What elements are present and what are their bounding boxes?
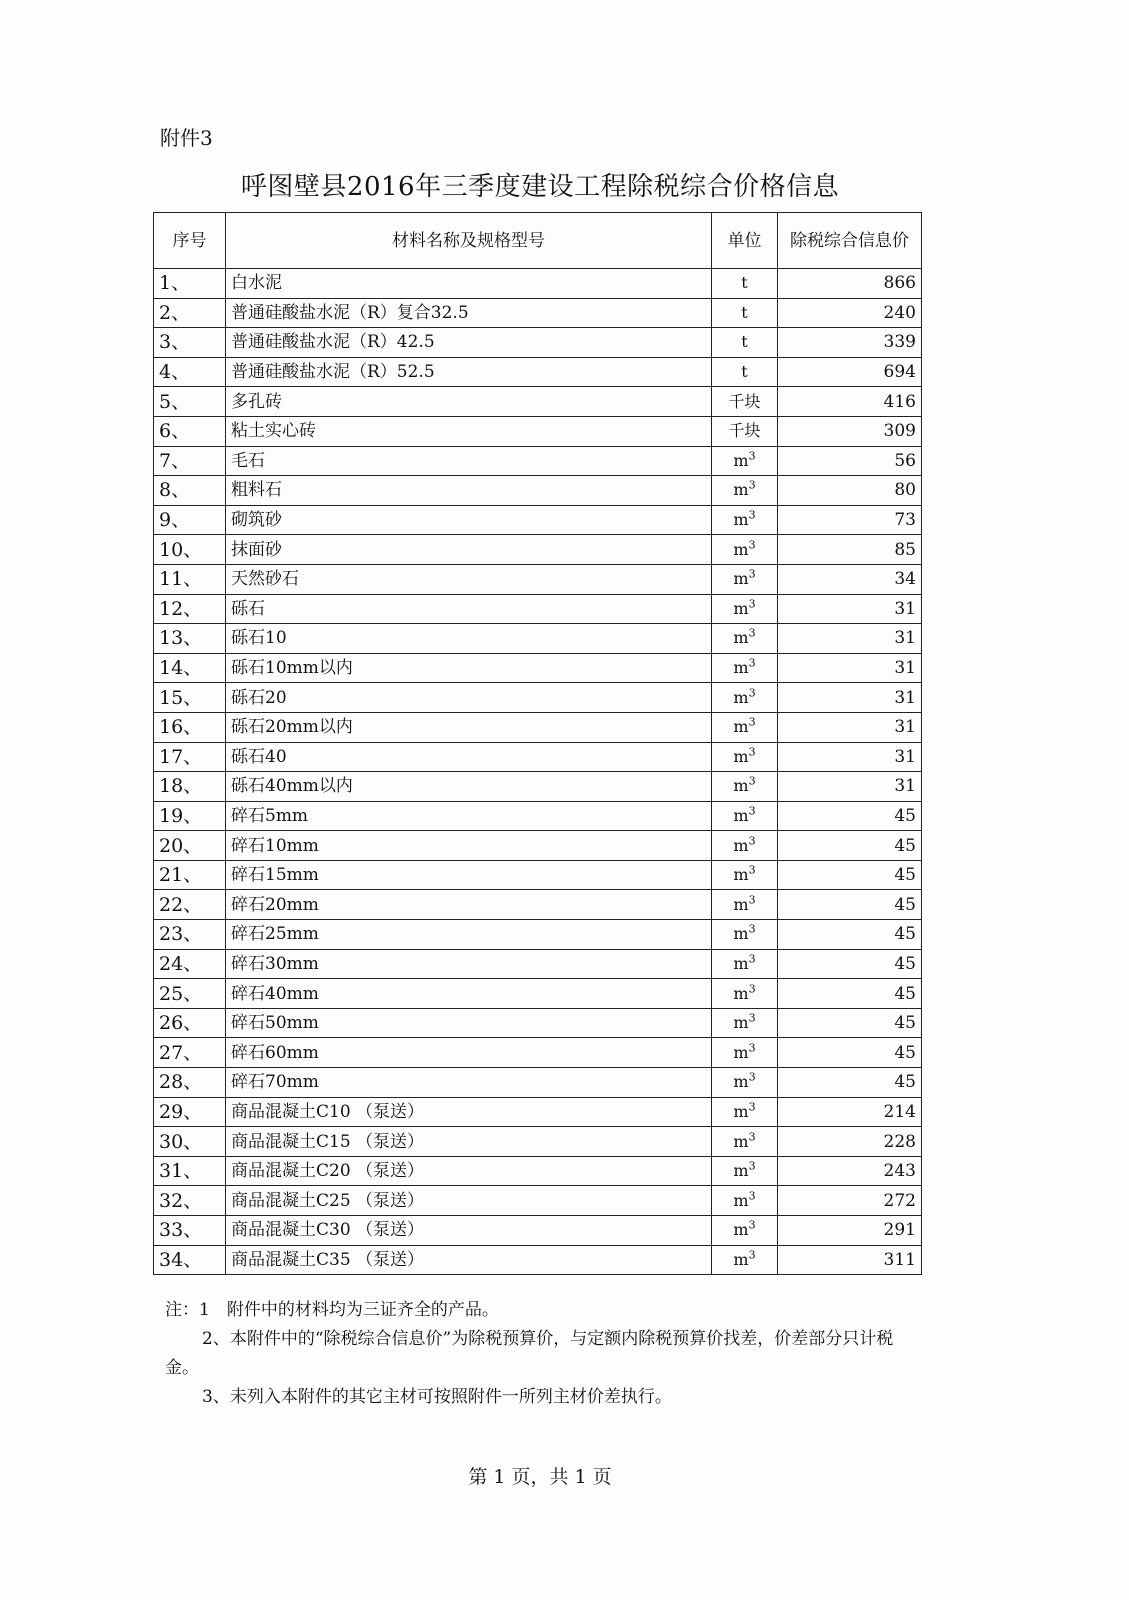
price-value: 45 [778, 1068, 922, 1098]
row-number: 11、 [154, 564, 226, 594]
row-number: 23、 [154, 920, 226, 950]
unit-superscript: 3 [748, 479, 756, 493]
price-value: 339 [778, 328, 922, 358]
material-name: 商品混凝土C20 （泵送） [226, 1156, 712, 1186]
unit-text: m [733, 539, 749, 559]
unit-text: m [733, 1161, 749, 1181]
price-value: 45 [778, 949, 922, 979]
table-row [154, 1127, 922, 1157]
row-number: 6、 [154, 416, 226, 446]
table-header [154, 213, 922, 269]
table-row [154, 1008, 922, 1038]
unit-superscript: 3 [748, 775, 756, 789]
row-number: 1、 [154, 269, 226, 299]
material-name: 粘土实心砖 [226, 416, 712, 446]
unit-text: m [733, 598, 749, 618]
material-name: 商品混凝土C30 （泵送） [226, 1216, 712, 1246]
material-name: 商品混凝土C10 （泵送） [226, 1097, 712, 1127]
table-body [154, 269, 922, 1275]
unit-superscript: 3 [748, 715, 756, 729]
row-number: 22、 [154, 890, 226, 920]
unit-superscript: 3 [748, 745, 756, 759]
table-row [154, 653, 922, 683]
unit-superscript: 3 [748, 686, 756, 700]
row-number: 27、 [154, 1038, 226, 1068]
unit-superscript: 3 [748, 567, 756, 581]
unit-cell [712, 328, 778, 358]
unit-text: t [741, 302, 748, 322]
material-name: 砌筑砂 [226, 505, 712, 535]
table-row [154, 860, 922, 890]
price-value: 243 [778, 1156, 922, 1186]
unit-cell [712, 298, 778, 328]
page-title: 呼图壁县2016年三季度建设工程除税综合价格信息 [240, 172, 840, 202]
unit-superscript: 3 [748, 597, 756, 611]
row-number: 15、 [154, 683, 226, 713]
page-footer: 第 1 页，共 1 页 [468, 1466, 612, 1488]
material-name: 普通硅酸盐水泥（R）42.5 [226, 328, 712, 358]
material-name: 普通硅酸盐水泥（R）52.5 [226, 357, 712, 387]
unit-text: m [733, 1131, 749, 1151]
price-value: 31 [778, 653, 922, 683]
price-value: 214 [778, 1097, 922, 1127]
row-number: 4、 [154, 357, 226, 387]
material-name: 碎石5mm [226, 801, 712, 831]
price-value: 240 [778, 298, 922, 328]
unit-cell [712, 1038, 778, 1068]
unit-superscript: 3 [748, 863, 756, 877]
unit-superscript: 3 [748, 656, 756, 670]
unit-superscript: 3 [748, 1100, 756, 1114]
unit-cell [712, 1068, 778, 1098]
unit-text: m [733, 480, 749, 500]
unit-superscript: 3 [748, 1248, 756, 1262]
unit-cell [712, 831, 778, 861]
unit-cell [712, 387, 778, 417]
price-value: 291 [778, 1216, 922, 1246]
unit-superscript: 3 [748, 834, 756, 848]
unit-cell [712, 269, 778, 299]
unit-text: m [733, 510, 749, 530]
unit-text: m [733, 1013, 749, 1033]
unit-text: m [733, 924, 749, 944]
unit-cell [712, 860, 778, 890]
table-row [154, 1068, 922, 1098]
table-row [154, 979, 922, 1009]
row-number: 29、 [154, 1097, 226, 1127]
price-value: 866 [778, 269, 922, 299]
unit-cell [712, 1245, 778, 1275]
unit-text: m [733, 628, 749, 648]
price-value: 34 [778, 564, 922, 594]
note-1: 注：1 附件中的材料均为三证齐全的产品。 [165, 1300, 499, 1320]
row-number: 19、 [154, 801, 226, 831]
unit-cell [712, 1008, 778, 1038]
price-value: 311 [778, 1245, 922, 1275]
unit-superscript: 3 [748, 1218, 756, 1232]
table-row [154, 683, 922, 713]
material-name: 碎石40mm [226, 979, 712, 1009]
unit-text: m [733, 1220, 749, 1240]
unit-cell [712, 564, 778, 594]
unit-cell [712, 1097, 778, 1127]
attachment-label: 附件3 [160, 126, 213, 150]
unit-text: m [733, 746, 749, 766]
row-number: 25、 [154, 979, 226, 1009]
table-row [154, 801, 922, 831]
row-number: 32、 [154, 1186, 226, 1216]
row-number: 33、 [154, 1216, 226, 1246]
unit-text: m [733, 1101, 749, 1121]
unit-cell [712, 920, 778, 950]
material-name: 天然砂石 [226, 564, 712, 594]
material-name: 砾石40mm以内 [226, 772, 712, 802]
price-value: 45 [778, 1008, 922, 1038]
unit-cell [712, 890, 778, 920]
unit-text: m [733, 805, 749, 825]
unit-cell [712, 476, 778, 506]
material-name: 碎石10mm [226, 831, 712, 861]
price-value: 31 [778, 772, 922, 802]
unit-text: m [733, 687, 749, 707]
row-number: 31、 [154, 1156, 226, 1186]
unit-superscript: 3 [748, 893, 756, 907]
row-number: 8、 [154, 476, 226, 506]
price-value: 56 [778, 446, 922, 476]
material-name: 白水泥 [226, 269, 712, 299]
row-number: 13、 [154, 624, 226, 654]
table-row [154, 564, 922, 594]
table-row [154, 1156, 922, 1186]
price-value: 45 [778, 920, 922, 950]
unit-text: 千块 [728, 421, 761, 441]
table-row [154, 1186, 922, 1216]
unit-text: m [733, 1072, 749, 1092]
unit-text: t [741, 273, 748, 293]
unit-superscript: 3 [748, 1130, 756, 1144]
table-row [154, 505, 922, 535]
material-name: 商品混凝土C25 （泵送） [226, 1186, 712, 1216]
row-number: 28、 [154, 1068, 226, 1098]
unit-cell [712, 772, 778, 802]
table-row [154, 1245, 922, 1275]
table-row [154, 742, 922, 772]
unit-superscript: 3 [748, 1189, 756, 1203]
price-value: 31 [778, 683, 922, 713]
material-name: 碎石15mm [226, 860, 712, 890]
price-value: 45 [778, 979, 922, 1009]
header-row [154, 213, 922, 269]
unit-cell [712, 1156, 778, 1186]
material-name: 砾石20 [226, 683, 712, 713]
row-number: 24、 [154, 949, 226, 979]
unit-text: m [733, 1190, 749, 1210]
material-name: 砾石 [226, 594, 712, 624]
table-row [154, 831, 922, 861]
row-number: 26、 [154, 1008, 226, 1038]
row-number: 21、 [154, 860, 226, 890]
table-row [154, 476, 922, 506]
table-row [154, 357, 922, 387]
note-3: 3、未列入本附件的其它主材可按照附件一所列主材价差执行。 [202, 1387, 672, 1407]
unit-cell [712, 624, 778, 654]
unit-cell [712, 979, 778, 1009]
unit-text: t [741, 362, 748, 382]
material-name: 碎石70mm [226, 1068, 712, 1098]
header-name: 材料名称及规格型号 [226, 213, 712, 269]
unit-text: m [733, 1042, 749, 1062]
header-price: 除税综合信息价 [778, 213, 922, 269]
price-table [153, 212, 922, 1275]
material-name: 碎石30mm [226, 949, 712, 979]
price-value: 85 [778, 535, 922, 565]
material-name: 商品混凝土C35 （泵送） [226, 1245, 712, 1275]
row-number: 34、 [154, 1245, 226, 1275]
unit-superscript: 3 [748, 508, 756, 522]
unit-superscript: 3 [748, 449, 756, 463]
table-row [154, 624, 922, 654]
material-name: 砾石20mm以内 [226, 712, 712, 742]
unit-superscript: 3 [748, 1011, 756, 1025]
table-row [154, 712, 922, 742]
price-value: 416 [778, 387, 922, 417]
row-number: 16、 [154, 712, 226, 742]
material-name: 抹面砂 [226, 535, 712, 565]
price-value: 228 [778, 1127, 922, 1157]
price-value: 45 [778, 860, 922, 890]
unit-cell [712, 416, 778, 446]
row-number: 10、 [154, 535, 226, 565]
price-value: 31 [778, 624, 922, 654]
row-number: 2、 [154, 298, 226, 328]
unit-cell [712, 357, 778, 387]
unit-superscript: 3 [748, 804, 756, 818]
unit-superscript: 3 [748, 1071, 756, 1084]
material-name: 商品混凝土C15 （泵送） [226, 1127, 712, 1157]
row-number: 17、 [154, 742, 226, 772]
row-number: 7、 [154, 446, 226, 476]
note-2: 2、本附件中的“除税综合信息价”为除税预算价，与定额内除税预算价找差，价差部分只计税金。 [165, 1329, 894, 1378]
unit-text: m [733, 835, 749, 855]
price-value: 45 [778, 890, 922, 920]
row-number: 20、 [154, 831, 226, 861]
price-value: 45 [778, 831, 922, 861]
table-row [154, 949, 922, 979]
material-name: 砾石10mm以内 [226, 653, 712, 683]
table-row [154, 772, 922, 802]
row-number: 3、 [154, 328, 226, 358]
price-value: 45 [778, 1038, 922, 1068]
header-unit: 单位 [712, 213, 778, 269]
unit-text: m [733, 776, 749, 796]
unit-text: m [733, 953, 749, 973]
unit-superscript: 3 [748, 1159, 756, 1173]
material-name: 毛石 [226, 446, 712, 476]
material-name: 碎石25mm [226, 920, 712, 950]
unit-superscript: 3 [748, 982, 756, 996]
price-value: 80 [778, 476, 922, 506]
row-number: 12、 [154, 594, 226, 624]
table-row [154, 920, 922, 950]
row-number: 30、 [154, 1127, 226, 1157]
table-row [154, 446, 922, 476]
unit-cell [712, 653, 778, 683]
material-name: 普通硅酸盐水泥（R）复合32.5 [226, 298, 712, 328]
table-row [154, 416, 922, 446]
unit-superscript: 3 [748, 1041, 756, 1055]
unit-cell [712, 742, 778, 772]
unit-cell [712, 949, 778, 979]
unit-text: m [733, 983, 749, 1003]
unit-cell [712, 1216, 778, 1246]
unit-cell [712, 683, 778, 713]
unit-text: m [733, 894, 749, 914]
unit-cell [712, 1186, 778, 1216]
table-row [154, 1038, 922, 1068]
material-name: 碎石20mm [226, 890, 712, 920]
table-row [154, 890, 922, 920]
table-row [154, 298, 922, 328]
table-row [154, 269, 922, 299]
material-name: 多孔砖 [226, 387, 712, 417]
unit-text: m [733, 1249, 749, 1269]
unit-cell [712, 505, 778, 535]
unit-cell [712, 712, 778, 742]
unit-text: m [733, 450, 749, 470]
unit-text: 千块 [728, 391, 761, 411]
price-value: 272 [778, 1186, 922, 1216]
unit-text: m [733, 569, 749, 589]
unit-cell [712, 446, 778, 476]
header-no: 序号 [154, 213, 226, 269]
price-value: 694 [778, 357, 922, 387]
material-name: 碎石50mm [226, 1008, 712, 1038]
row-number: 5、 [154, 387, 226, 417]
unit-superscript: 3 [748, 538, 756, 552]
price-value: 73 [778, 505, 922, 535]
unit-text: t [741, 332, 748, 352]
unit-cell [712, 535, 778, 565]
notes [165, 1296, 925, 1412]
unit-cell [712, 801, 778, 831]
price-value: 309 [778, 416, 922, 446]
unit-text: m [733, 865, 749, 885]
price-value: 31 [778, 712, 922, 742]
table-row [154, 535, 922, 565]
unit-text: m [733, 658, 749, 678]
price-value: 31 [778, 742, 922, 772]
table-row [154, 328, 922, 358]
table-row [154, 1097, 922, 1127]
material-name: 碎石60mm [226, 1038, 712, 1068]
price-value: 31 [778, 594, 922, 624]
unit-superscript: 3 [748, 627, 756, 641]
unit-cell [712, 1127, 778, 1157]
price-value: 45 [778, 801, 922, 831]
table-row [154, 387, 922, 417]
material-name: 砾石40 [226, 742, 712, 772]
unit-superscript: 3 [748, 952, 756, 966]
row-number: 18、 [154, 772, 226, 802]
material-name: 砾石10 [226, 624, 712, 654]
row-number: 9、 [154, 505, 226, 535]
table-row [154, 1216, 922, 1246]
material-name: 粗料石 [226, 476, 712, 506]
row-number: 14、 [154, 653, 226, 683]
unit-text: m [733, 717, 749, 737]
unit-superscript: 3 [748, 923, 756, 937]
unit-cell [712, 594, 778, 624]
table-row [154, 594, 922, 624]
